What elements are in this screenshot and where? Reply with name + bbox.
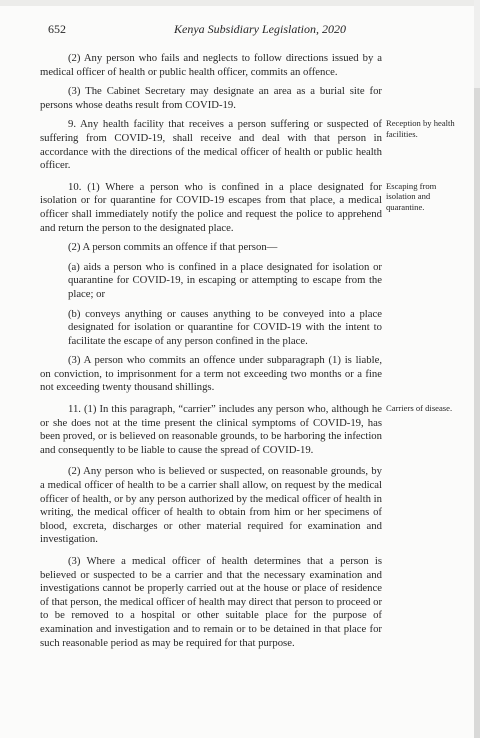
paragraph-11-2: (2) Any person who is believed or suspected, on reasonable grounds, by a medical officer of health to be a carrier shall allow, on request by the medical officer of health, or by any person authorized by the medical officer of health in writing, the medical officer of health to obtain from him or her specimens of blood, excreta, discharges or other material required for examination and investigation. — [40, 465, 382, 546]
document-body — [40, 52, 455, 658]
margin-note-escaping: Escaping from isolation and quarantine. — [386, 180, 437, 212]
paragraph-9-text: 9. Any health facility that receives a person suffering or suspected of suffering from COVID-19, shall receive and deal with that person in accordance with the directions of the medical officer of health or public health officer. — [40, 118, 382, 172]
paragraph-10-2: (2) A person commits an offence if that person— — [68, 241, 278, 254]
page-number: 652 — [48, 22, 66, 36]
scrollbar-thumb[interactable] — [474, 88, 480, 738]
page-top-edge — [0, 0, 480, 6]
page-header — [48, 22, 348, 38]
paragraph-8-2: (2) Any person who fails and neglects to follow directions issued by a medical officer of health or public health officer, commits an offence. — [40, 52, 382, 78]
paragraph-11-1 — [40, 403, 453, 457]
margin-note-reception: Reception by health facilities. — [386, 118, 455, 139]
paragraph-10-1 — [40, 180, 437, 235]
paragraph-10-2-b: (b) conveys anything or causes anything to be conveyed into a place designated for isolation or quarantine for COVID-19 with the intent to facilitate the escape of any person confined in the place. — [68, 307, 382, 347]
paragraph-10-3: (3) A person who commits an offence under subparagraph (1) is liable, on conviction, to imprisonment for a term not exceeding two months or a fine not exceeding twenty thousand shillings. — [40, 354, 382, 394]
margin-note-carriers: Carriers of disease. — [386, 403, 453, 414]
paragraph-9 — [40, 118, 455, 172]
paragraph-10-1-text: 10. (1) Where a person who is confined in a place designated for isolation or for quarantine for COVID-19 escapes from that place, a medical officer shall immediately notify the police and request the police to apprehend and return the person to the designated place. — [40, 180, 382, 234]
paragraph-8-3: (3) The Cabinet Secretary may designate an area as a burial site for persons whose deaths result from COVID-19. — [40, 85, 382, 111]
paragraph-11-1-text: 11. (1) In this paragraph, “carrier” includes any person who, although he or she does not at the time present the clinical symptoms of COVID-19, has been proved, or is believed on reasonable grounds, to be harboring the infection and consequently to be liable to cause the spread of COVID-19. — [40, 403, 382, 456]
paragraph-10-2-a: (a) aids a person who is confined in a place designated for isolation or quarantine for COVID-19, in escaping or attempting to escape from the place; or — [68, 260, 382, 300]
paragraph-11-3: (3) Where a medical officer of health determines that a person is believed or suspected to be a carrier and that the necessary examination and investigations cannot be properly carried out at the house or place of residence of that person, the medical officer of health may direct that person to proceed or to be removed to a hospital or other suitable place for the purpose of examination and investigation and to remain or to be detained in that place for such reasonable period as may be required for that purpose. — [40, 555, 382, 649]
vertical-scrollbar[interactable] — [474, 0, 480, 738]
running-title: Kenya Subsidiary Legislation, 2020 — [174, 22, 346, 36]
